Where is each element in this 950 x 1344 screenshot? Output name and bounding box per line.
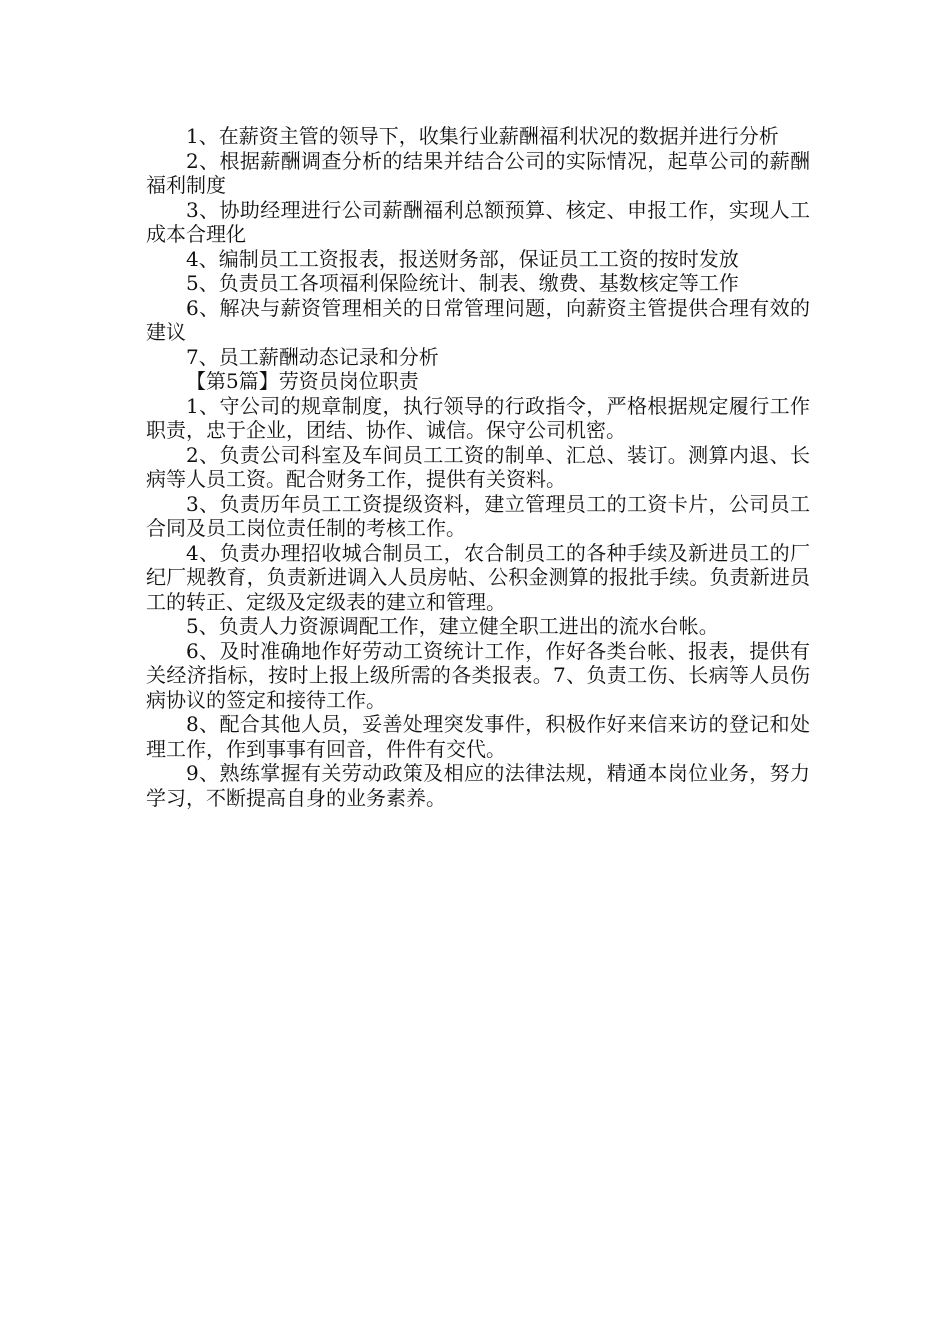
paragraph: 1、守公司的规章制度，执行领导的行政指令，严格根据规定履行工作职责，忠于企业，团结、协作、诚信。保守公司机密。 xyxy=(146,393,810,442)
paragraph: 5、负责人力资源调配工作，建立健全职工进出的流水台帐。 xyxy=(186,614,719,638)
paragraph: 2、负责公司科室及车间员工工资的制单、汇总、装订。测算内退、长病等人员工资。配合财务工作，提供有关资料。 xyxy=(146,442,810,491)
document-body xyxy=(146,124,810,810)
paragraph: 5、负责员工各项福利保险统计、制表、缴费、基数核定等工作 xyxy=(186,271,739,295)
paragraph: 2、根据薪酬调查分析的结果并结合公司的实际情况，起草公司的薪酬福利制度 xyxy=(146,148,810,197)
paragraph: 6、解决与薪资管理相关的日常管理问题，向薪资主管提供合理有效的建议 xyxy=(146,295,810,344)
paragraph: 1、在薪资主管的领导下，收集行业薪酬福利状况的数据并进行分析 xyxy=(186,124,779,148)
paragraph: 8、配合其他人员，妥善处理突发事件，积极作好来信来访的登记和处理工作，作到事事有回音，件件有交代。 xyxy=(146,712,810,761)
paragraph: 7、员工薪酬动态记录和分析 xyxy=(186,344,439,369)
paragraph: 6、及时准确地作好劳动工资统计工作，作好各类台帐、报表，提供有关经济指标，按时上报上级所需的各类报表。7、负责工伤、长病等人员伤病协议的签定和接待工作。 xyxy=(146,638,810,712)
paragraph: 4、编制员工工资报表，报送财务部，保证员工工资的按时发放 xyxy=(186,246,739,271)
paragraph: 3、负责历年员工工资提级资料，建立管理员工的工资卡片，公司员工合同及员工岗位责任制的考核工作。 xyxy=(146,491,810,540)
paragraph: 9、熟练掌握有关劳动政策及相应的法律法规，精通本岗位业务，努力学习，不断提高自身的业务素养。 xyxy=(146,761,810,810)
section-heading: 【第5篇】劳资员岗位职责 xyxy=(186,369,419,393)
paragraph: 4、负责办理招收城合制员工，农合制员工的各种手续及新进员工的厂纪厂规教育，负责新进调入人员房帖、公积金测算的报批手续。负责新进员工的转正、定级及定级表的建立和管理。 xyxy=(146,540,810,614)
paragraph: 3、协助经理进行公司薪酬福利总额预算、核定、申报工作，实现人工成本合理化 xyxy=(146,197,810,246)
